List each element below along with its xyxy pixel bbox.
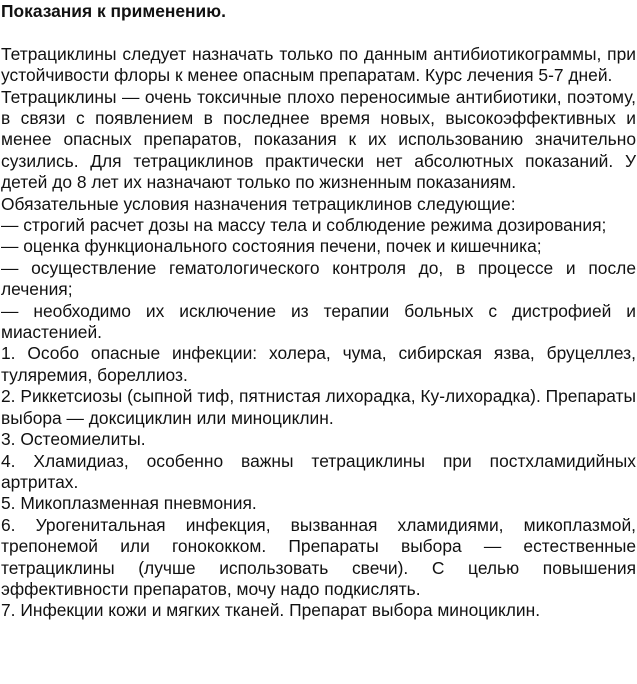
condition-item: — необходимо их исключение из терапии больных с дистрофией и миастенией.	[1, 300, 636, 343]
indication-item: 6. Урогенитальная инфекция, вызванная хламидиями, микоплазмой, трепонемой или гонококком. Препараты выбора — естественные тетрациклины (лучше использовать свечи). С целью повышения эффективности препаратов, мочу надо подкислять.	[1, 514, 636, 599]
indication-item: 4. Хламидиаз, особенно важны тетрациклины при постхламидийных артритах.	[1, 450, 636, 492]
condition-item: — строгий расчет дозы на массу тела и соблюдение режима дозирования;	[1, 215, 607, 236]
indication-item: 7. Инфекции кожи и мягких тканей. Препарат выбора миноциклин.	[1, 600, 541, 621]
condition-item: — оценка функционального состояния печени, почек и кишечника;	[1, 236, 542, 257]
indication-item: 1. Особо опасные инфекции: холера, чума, сибирская язва, бруцеллез, туляремия, бореллиоз.	[1, 343, 636, 385]
section-heading: Показания к применению.	[1, 1, 226, 21]
document-page	[1, 0, 636, 622]
indication-item: 3. Остеомиелиты.	[1, 429, 146, 450]
condition-item: — осуществление гематологического контроля до, в процессе и после лечения;	[1, 257, 636, 300]
paragraph-conditions-intro: Обязательные условия назначения тетрациклинов следующие:	[1, 193, 516, 214]
blank-line	[1, 22, 636, 43]
paragraph-toxicity: Тетрациклины — очень токсичные плохо переносимые антибиотики, поэтому, в связи с появлением в последнее время новых, высокоэффективных и менее опасных препаратов, показания к их использованию значительно сузились. Для тетрациклинов практически нет абсолютных показаний. У детей до 8 лет их назначают только по жизненным показаниям.	[1, 86, 636, 193]
indication-item: 2. Риккетсиозы (сыпной тиф, пятнистая лихорадка, Ку-лихорадка). Препараты выбора — доксициклин или миноциклин.	[1, 386, 636, 428]
indication-item: 5. Микоплазменная пневмония.	[1, 493, 257, 514]
paragraph-intro: Тетрациклины следует назначать только по данным антибиотикограммы, при устойчивости флоры к менее опасным препаратам. Курс лечения 5-7 дней.	[1, 43, 636, 86]
